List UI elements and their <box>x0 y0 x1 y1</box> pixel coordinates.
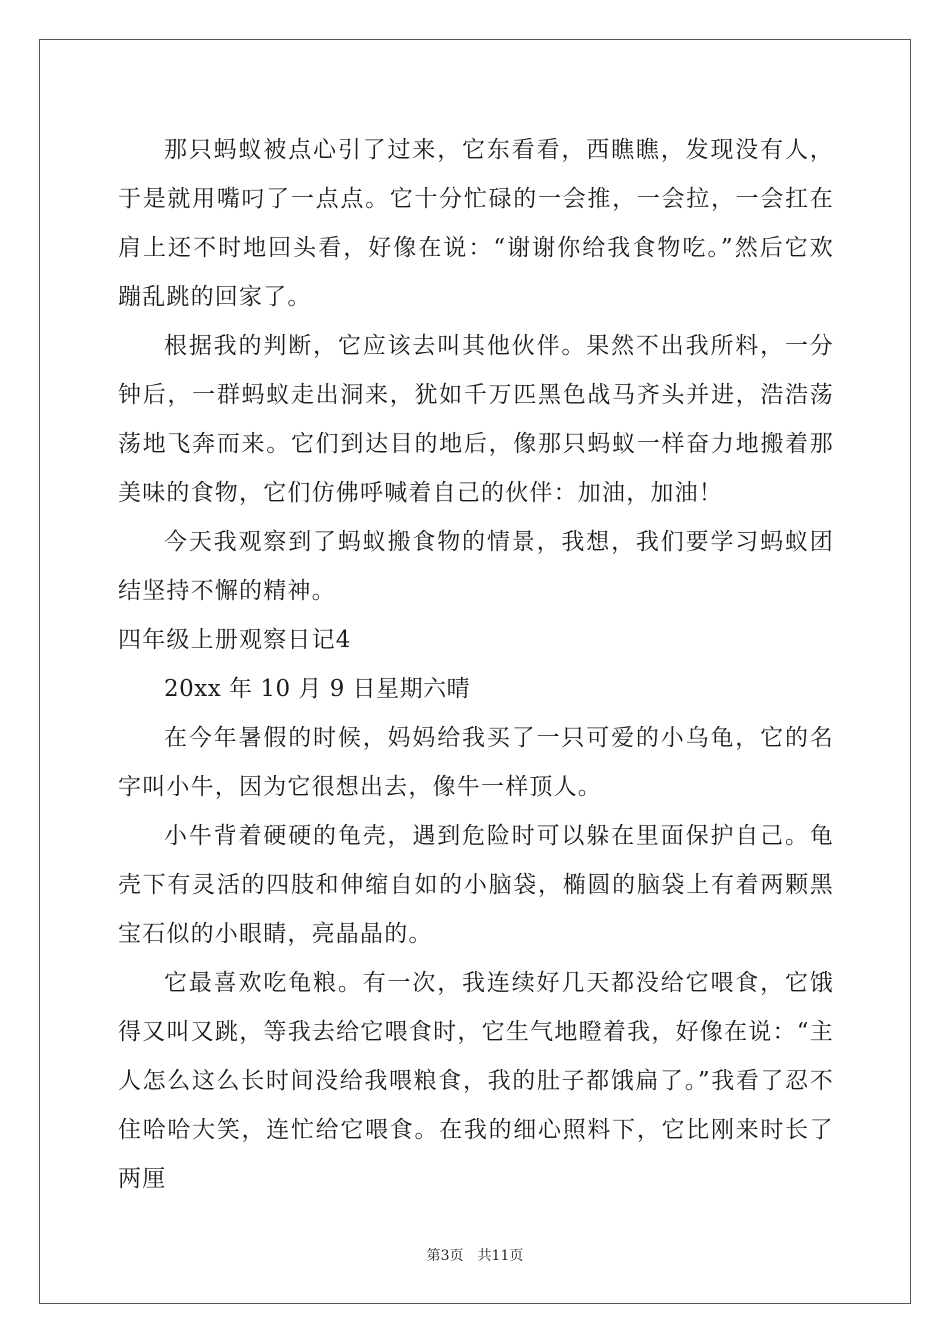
paragraph-turtle-appearance: 小牛背着硬硬的龟壳，遇到危险时可以躲在里面保护自己。龟壳下有灵活的四肢和伸缩自如的小脑袋，椭圆的脑袋上有着两颗黑宝石似的小眼睛，亮晶晶的。 <box>118 823 834 947</box>
paragraph-turtle-feeding: 它最喜欢吃龟粮。有一次，我连续好几天都没给它喂食，它饿得又叫又跳，等我去给它喂食时，它生气地瞪着我，好像在说：“主人怎么这么长时间没给我喂粮食，我的肚子都饿扁了。”我看了忍不住哈哈大笑，连忙给它喂食。在我的细心照料下，它比刚来时长了两厘 <box>118 970 834 1192</box>
paragraph-ant-group: 根据我的判断，它应该去叫其他伙伴。果然不出我所料，一分钟后，一群蚂蚁走出洞来，犹如千万匹黑色战马齐头并进，浩浩荡荡地飞奔而来。它们到达目的地后，像那只蚂蚁一样奋力地搬着那美味的食物，它们仿佛呼喊着自己的伙伴：加油，加油！ <box>118 333 834 506</box>
paragraph-ant-arrives: 那只蚂蚁被点心引了过来，它东看看，西瞧瞧，发现没有人，于是就用嘴叼了一点点。它十分忙碌的一会推，一会拉，一会扛在肩上还不时地回头看，好像在说：“谢谢你给我食物吃。”然后它欢蹦乱跳的回家了。 <box>118 137 834 310</box>
page-number-total: 共11页 <box>477 1248 524 1264</box>
paragraph-turtle-intro: 在今年暑假的时候，妈妈给我买了一只可爱的小乌龟，它的名字叫小牛，因为它很想出去，像牛一样顶人。 <box>118 725 834 800</box>
section-heading: 四年级上册观察日记4 <box>118 627 352 653</box>
document-body <box>118 126 834 1204</box>
page-footer <box>0 1246 950 1266</box>
page-number-current: 第3页 <box>426 1248 464 1264</box>
paragraph-ant-conclusion: 今天我观察到了蚂蚁搬食物的情景，我想，我们要学习蚂蚁团结坚持不懈的精神。 <box>118 529 834 604</box>
diary-date-line: 20xx 年 10 月 9 日星期六晴 <box>164 676 471 702</box>
